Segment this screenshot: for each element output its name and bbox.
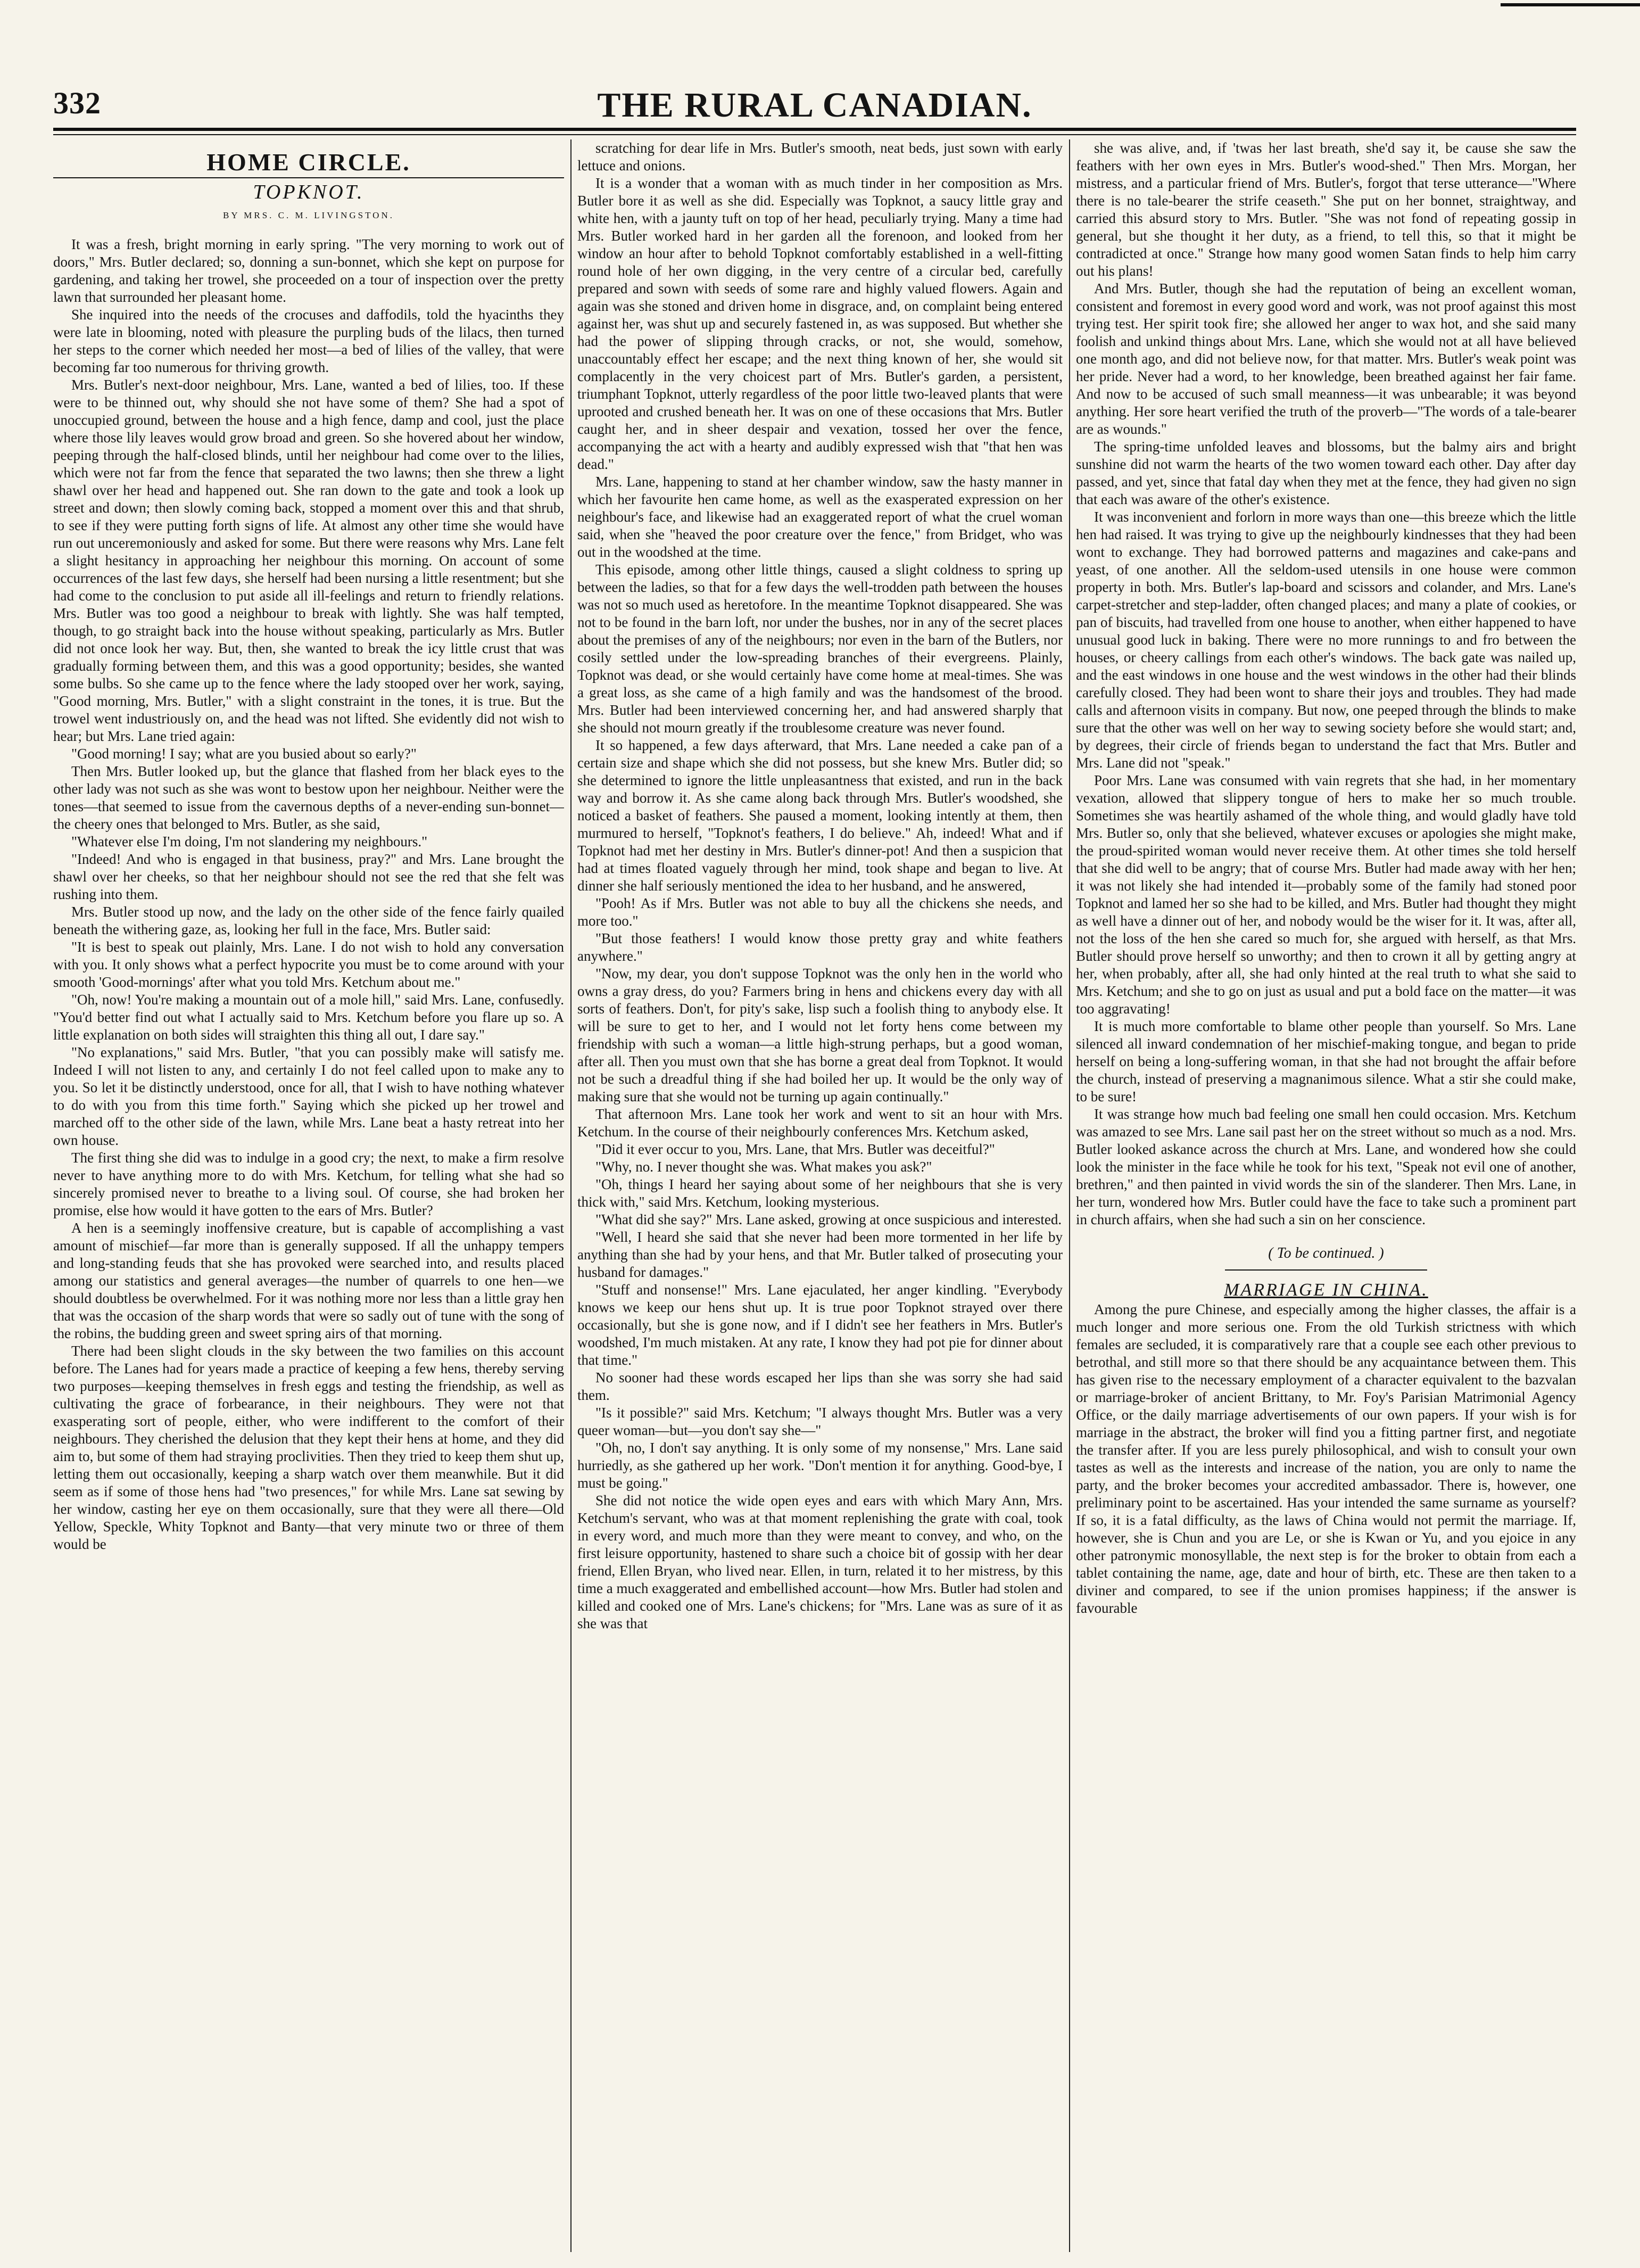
paragraph: "Did it ever occur to you, Mrs. Lane, that Mrs. Butler was deceitful?" (595, 1141, 995, 1157)
paragraph: "What did she say?" Mrs. Lane asked, growing at once suspicious and interested. (595, 1211, 1062, 1227)
to-be-continued-note: ( To be continued. ) (1268, 1245, 1384, 1261)
paragraph: "But those feathers! I would know those pretty gray and white feathers anywhere." (577, 930, 1063, 964)
paragraph: "Pooh! As if Mrs. Butler was not able to buy all the chickens she needs, and more too." (577, 895, 1063, 929)
paragraph: The spring-time unfolded leaves and blossoms, but the balmy airs and bright sunshine did not warm the hearts of the two women toward each other. Day after day passed, and yet, since that fatal day when they met at the fence, they had given no sign that each was aware of the other's existence. (1076, 439, 1576, 507)
paragraph: "Is it possible?" said Mrs. Ketchum; "I always thought Mrs. Butler was a very queer woman—but—you don't say she—" (577, 1405, 1063, 1438)
paragraph: she was alive, and, if 'twas her last breath, she'd say it, be cause she saw the feathers with her own eyes in Mrs. Butler's wood-shed." Then Mrs. Morgan, her mistress, and a particular friend of Mrs. Butler's, forgot that terse utterance—"Where there is no tale-bearer the strife ceaseth." She put on her bonnet, straightway, and carried this absurd story to Mrs. Butler. "She was not fond of repeating gossip in general, but she thought it her duty, as a friend, to tell this, so that it might be contradicted at once." Strange how many good women Satan finds to help him carry out his plans! (1076, 140, 1576, 279)
page-header (53, 85, 1576, 128)
story-title: TOPKNOT. (253, 181, 365, 203)
column-divider (570, 139, 571, 2252)
page-number: 332 (53, 86, 101, 120)
paragraph: That afternoon Mrs. Lane took her work and went to sit an hour with Mrs. Ketchum. In the course of their neighbourly conferences Mrs. Ketchum asked, (577, 1106, 1063, 1140)
paragraph: Then Mrs. Butler looked up, but the glance that flashed from her black eyes to the other lady was not such as she was wont to bestow upon her neighbour. Neither were the tones—that seemed to issue from the cavernous depths of a never-ending sun-bonnet—the cheery ones that belonged to Mrs. Butler, as she said, (53, 763, 564, 832)
paragraph: scratching for dear life in Mrs. Butler's smooth, neat beds, just sown with early lettuce and onions. (577, 140, 1063, 174)
paragraph: "It is best to speak out plainly, Mrs. Lane. I do not wish to hold any conversation with you. It only shows what a perfect hypocrite you must be to come around with your smooth 'Good-mornings' after what you told Mrs. Ketchum about me." (53, 939, 564, 990)
paragraph: It so happened, a few days afterward, that Mrs. Lane needed a cake pan of a certain size and shape which she did not possess, but she knew Mrs. Butler did; so she determined to ignore the little unpleasantness that existed, and run in the back way and borrow it. As she came along back through Mrs. Butler's woodshed, she noticed a basket of feathers. She paused a moment, looking intently at them, then murmured to herself, "Topknot's feathers, I do believe." Ah, indeed! What and if Topknot had met her destiny in Mrs. Butler's dinner-pot! And then a suspicion that had at times floated vaguely through her mind, took shape and began to live. At dinner she half seriously mentioned the idea to her husband, and he answered, (577, 737, 1063, 894)
column-3 (1076, 139, 1576, 2252)
paragraph: "Oh, things I heard her saying about some of her neighbours that she is very thick with," said Mrs. Ketchum, looking mysterious. (577, 1176, 1063, 1210)
paragraph: "Good morning! I say; what are you busied about so early?" (71, 746, 417, 762)
paragraph: Mrs. Butler stood up now, and the lady on the other side of the fence fairly quailed beneath the withering gaze, as, looking her full in the face, Mrs. Butler said: (53, 904, 564, 937)
paragraph: "Well, I heard she said that she never had been more tormented in her life by anything than she had by your hens, and that Mr. Butler talked of prosecuting your husband for damages." (577, 1229, 1063, 1280)
paragraph: Mrs. Butler's next-door neighbour, Mrs. Lane, wanted a bed of lilies, too. If these were to be thinned out, why should she not have some of them? She had a spot of unoccupied ground, between the house and a high fence, damp and cool, just the place where those lily leaves would grow broad and green. So she hovered about her window, peeping through the half-closed blinds, until her neighbour had come over to the lilies, which were not far from the fence that separated the two lawns; then she threw a light shawl over her head and happened out. She ran down to the gate and took a look up street and down; then slowly coming back, stopped a moment over this and that shrub, to see if they were putting forth signs of life. At almost any other time she would have run out unceremoniously and asked for some. But there were reasons why Mrs. Lane felt a slight hesitancy in approaching her neighbour this morning. On account of some occurrences of the last few days, she herself had been nursing a little resentment; but she had come to the conclusion to put aside all ill-feelings and return to friendly relations. Mrs. Butler was too good a neighbour to break with lightly. She was half tempted, though, to go straight back into the house without speaking, particularly as Mrs. Butler did not once look her way. But, then, she wanted to break the icy little crust that was gradually forming between them, and this was a good opportunity; besides, she wanted some bulbs. So she came up to the fence where the lady stooped over her work, saying, "Good morning, Mrs. Butler," with a slight constraint in the tones, it is true. But the trowel went industriously on, and the head was not lifted. She evidently did not wish to hear; but Mrs. Lane tried again: (53, 377, 564, 744)
article-body (1076, 1301, 1576, 1617)
paragraph: The first thing she did was to indulge in a good cry; the next, to make a firm resolve never to have anything more to do with Mrs. Ketchum, for telling what she had so sincerely promised never to breathe to a living soul. Of course, she had broken her promise, else how would it have gotten to the ears of Mrs. Butler? (53, 1150, 564, 1218)
paragraph: Mrs. Lane, happening to stand at her chamber window, saw the hasty manner in which her favourite hen came home, as well as the exasperated expression on her neighbour's face, and likewise had an exaggerated report of what the cruel woman said, when she "heaved the poor creature over the fence," from Bridget, who was out in the woodshed at the time. (577, 474, 1063, 560)
paragraph: No sooner had these words escaped her lips than she was sorry she had said them. (577, 1370, 1063, 1403)
column-2 (577, 139, 1063, 2252)
paragraph: There had been slight clouds in the sky between the two families on this account before. The Lanes had for years made a practice of keeping a few hens, thereby serving two purposes—keeping themselves in fresh eggs and testing the friendship, as well as cultivating the grace of forbearance, in their neighbours. They were not that exasperating sort of people, either, who were indifferent to the comfort of their neighbours. They cherished the delusion that they kept their hens at home, and they did aim to, but some of them had straying proclivities. Then they tried to keep them shut up, letting them out occasionally, keeping a sharp watch over them meanwhile. But it did seem as if some of those hens had "two presences," for while Mrs. Lane sat sewing by her window, casting her eye on them occasionally, sure that they were all there—Old Yellow, Speckle, Whity Topknot and Banty—that very minute two or three of them would be (53, 1343, 564, 1552)
header-rule-thick (53, 128, 1576, 131)
column-2-body (577, 139, 1063, 1632)
paragraph: It is a wonder that a woman with as much tinder in her composition as Mrs. Butler bore it as well as she did. Especially was Topknot, a saucy little gray and white hen, with a jaunty tuft on top of her head, peculiarly trying. Many a time had Mrs. Butler worked hard in her garden all the forenoon, and looked from her window an hour after to behold Topknot comfortably established in a well-fitting round hole of her own digging, in the very centre of a circular bed, carefully prepared and sown with seeds of some rare and highly valued flowers. Again and again was she stoned and driven home in disgrace, and, on complaint being entered against her, was shut up and securely fastened in, as was supposed. But whether she had the power of slipping through cracks, or not, she would, somehow, unaccountably effect her escape; and the next thing known of her, she would sit complacently in the very choicest part of Mrs. Butler's garden, a persistent, triumphant Topknot, utterly regardless of the poor little two-leaved plants that were uprooted and crushed beneath her. It was on one of these occasions that Mrs. Butler caught her, and in sheer despair and vexation, tossed her over the fence, accompanying the act with a hearty and audibly expressed wish that "that hen was dead." (577, 175, 1063, 472)
paragraph: "Whatever else I'm doing, I'm not slandering my neighbours." (71, 834, 428, 850)
top-edge-rule (1501, 3, 1640, 6)
column-divider (1069, 139, 1070, 2252)
paragraph: And Mrs. Butler, though she had the reputation of being an excellent woman, consistent and foremost in every good word and work, was not proof against this most trying test. Her spirit took fire; she allowed her anger to wax hot, and she said many foolish and unkind things about Mrs. Lane, which she would not at all have believed one month ago, and did not believe now, for that matter. Mrs. Butler's weak point was her pride. Never had a word, to her knowledge, been breathed against her fair fame. And now to be accused of such small meanness—it was unbearable; it was beyond anything. Her sore heart verified the truth of the proverb—"The words of a tale-bearer are as wounds." (1076, 281, 1576, 437)
paragraph: A hen is a seemingly inoffensive creature, but is capable of accomplishing a vast amount of mischief—far more than is generally supposed. If all the unhappy tempers and long-standing feuds that she has provoked were searched into, and results placed among our statistics and general averages—the number of quarrels to one hen—we should doubtless be overwhelmed. For it was nothing more nor less than a little gray hen that was the occasion of the sharp words that were so sadly out of tune with the song of the robins, the budding green and sweet spring airs of that morning. (53, 1220, 564, 1341)
paragraph: Among the pure Chinese, and especially among the higher classes, the affair is a much longer and more serious one. From the old Turkish strictness with which females are secluded, it is comparatively rare that a couple see each other previous to betrothal, and still more so that there should be any acquaintance between them. This has given rise to the necessary employment of a character equivalent to the bazvalan or marriage-broker of ancient Brittany, to Mr. Foy's Parisian Matrimonial Agency Office, or the daily marriage advertisements of our own papers. If your wish is for marriage in the abstract, the broker will find you a fitting partner first, and negotiate the transfer after. If you are less purely philosophical, and wish to consult your own tastes as well as the interests and increase of the nation, you are only to name the party, and the broker becomes your accredited ambassador. There is, however, one preliminary point to be ascertained. Has your intended the same surname as yourself? If so, it is a fatal difficulty, as the laws of China would not permit the marriage. If, however, she is Chun and you are Le, or she is Kwan or Yu, and you ejoice in any other patronymic monosyllable, the next step is for the broker to obtain from each a tablet containing the name, age, date and hour of birth, etc. These are then taken to a diviner and compared, to see if the union promises happiness; if the answer is favourable (1076, 1301, 1576, 1616)
column-3-body (1076, 139, 1576, 1228)
paragraph: She inquired into the needs of the crocuses and daffodils, told the hyacinths they were late in blooming, noted with pleasure the purpling buds of the lilacs, then turned her steps to the corner which needed her most—a bed of lilies of the valley, that were becoming far too numerous for thriving growth. (53, 307, 564, 375)
paragraph: "Now, my dear, you don't suppose Topknot was the only hen in the world who owns a gray dress, do you? Farmers bring in hens and chickens every day with all sorts of feathers. Don't, for pity's sake, lisp such a foolish thing to anybody else. It will be sure to get to her, and I would not let forty hens come between my friendship with such a woman—a little high-strung perhaps, but a good woman, after all. Then you must own that she has borne a great deal from Topknot. It would not be such a dreadful thing if she had boiled her up. It would be the only way of making sure that she would not be turning up again continually." (577, 966, 1063, 1104)
column-1 (53, 139, 564, 2252)
paragraph: It was inconvenient and forlorn in more ways than one—this breeze which the little hen had raised. It was trying to give up the neighbourly kindnesses that they had been wont to exchange. They had borrowed patterns and magazines and cake-pans and yeast, of one another. All the seldom-used utensils in one house were common property in both. Mrs. Butler's lap-board and scissors and colander, and Mrs. Lane's carpet-stretcher and step-ladder, often changed places; and many a plate of cookies, or pan of biscuits, had travelled from one house to another, when either happened to have unusual good luck in baking. There were no more runnings to and fro between the houses, or cheery callings from each other's windows. The back gate was nailed up, and the east windows in one house and the west windows in the other had their blinds carefully closed. They had been wont to share their joys and troubles. They had made calls and afternoon visits in company. But now, one peeped through the blinds to make sure that the other was well on her way to sewing society before she would start; and, by degrees, their circle of friends began to understand the fact that Mrs. Butler and Mrs. Lane did not "speak." (1076, 509, 1576, 771)
paragraph: It is much more comfortable to blame other people than yourself. So Mrs. Lane silenced all inward condemnation of her mischief-making tongue, and began to pride herself on being a long-suffering woman, in that she had not brought the affair before the church, instead of preserving a magnanimous silence. What a stir she could make, to be sure! (1076, 1018, 1576, 1104)
masthead-title: THE RURAL CANADIAN. (597, 86, 1032, 125)
header-rule-thin (53, 134, 1576, 135)
paragraph: "Oh, now! You're making a mountain out of a mole hill," said Mrs. Lane, confusedly. "You'd better find out what I actually said to Mrs. Ketchum before you flare up so. A little explanation on both sides will straighten this thing all out, I dare say." (53, 992, 564, 1043)
paragraph: Poor Mrs. Lane was consumed with vain regrets that she had, in her momentary vexation, allowed that slippery tongue of hers to make her so much trouble. Sometimes she was heartily ashamed of the whole thing, and would gladly have told Mrs. Butler so, only that she believed, whatever excuses or apologies she might make, the proud-spirited woman would never receive them. At other times she told herself that she did well to be angry; that of course Mrs. Butler had made away with her hen; it was not likely she had intended it—probably some of the family had stoned poor Topknot and lamed her so she had to be killed, and Mrs. Butler had thought they might as well have a dinner out of her, and nobody would be the wiser for it. It was, after all, not the loss of the hen she cared so much for, she argued with herself, as that Mrs. Butler should prove herself so unworthy; and then to crown it all by getting angry at her, when probably, after all, she had only hinted at the real truth to what she said to Mrs. Ketchum; and she to go on just as usual and put a bold face on the matter—it was too aggravating! (1076, 772, 1576, 1017)
paragraph: "Indeed! And who is engaged in that business, pray?" and Mrs. Lane brought the shawl over her cheeks, so that her neighbour should not see the red that she felt was rushing into them. (53, 851, 564, 902)
byline: BY MRS. C. M. LIVINGSTON. (223, 210, 394, 220)
paragraph: "Stuff and nonsense!" Mrs. Lane ejaculated, her anger kindling. "Everybody knows we keep our hens shut up. It is true poor Topknot strayed over there occasionally, but she is gone now, and if I didn't see her feathers in Mrs. Butler's woodshed, I'm much mistaken. At any rate, I know they had pot pie for dinner about that time." (577, 1282, 1063, 1368)
section-title: HOME CIRCLE. (53, 153, 564, 178)
paragraph: "Why, no. I never thought she was. What makes you ask?" (595, 1159, 932, 1175)
paragraph: She did not notice the wide open eyes and ears with which Mary Ann, Mrs. Ketchum's servant, who was at that moment replenishing the grate with coal, took in every word, and much more than they were meant to convey, and who, on the first leisure opportunity, hastened to share such a choice bit of gossip with her dear friend, Ellen Bryan, who lived near. Ellen, in turn, related it to her mistress, by this time a much exaggerated and embellished account—how Mrs. Butler had stolen and killed and cooked one of Mrs. Lane's chickens; for "Mrs. Lane was as sure of it as she was that (577, 1492, 1063, 1631)
article-separator-rule (1225, 1269, 1427, 1271)
paragraph: "No explanations," said Mrs. Butler, "that you can possibly make will satisfy me. Indeed I will not listen to any, and certainly I do not feel called upon to make any to you. So let it be distinctly understood, once for all, that I wish to have nothing whatever to do with you from this time forth." Saying which she picked up her trowel and marched off to the other side of the lawn, while Mrs. Lane beat a hasty retreat into her own house. (53, 1044, 564, 1148)
column-1-body (53, 236, 564, 1553)
paragraph: It was strange how much bad feeling one small hen could occasion. Mrs. Ketchum was amazed to see Mrs. Lane sail past her on the street without so much as a nod. Mrs. Butler looked askance across the church at Mrs. Lane, and wondered how she could look the minister in the face while he took for his text, "Speak not evil one of another, brethren," and then painted in vivid words the sin of the slanderer. Then Mrs. Lane, in her turn, wondered how Mrs. Butler could have the face to take such a prominent part in church affairs, when she had such a sin on her conscience. (1076, 1106, 1576, 1227)
paragraph: "Oh, no, I don't say anything. It is only some of my nonsense," Mrs. Lane said hurriedly, as she gathered up her work. "Don't mention it for anything. Good-bye, I must be going." (577, 1440, 1063, 1491)
article-title: MARRIAGE IN CHINA. (1224, 1280, 1428, 1300)
paragraph: This episode, among other little things, caused a slight coldness to spring up between the ladies, so that for a few days the well-trodden path between the houses was not so much used as heretofore. In the meantime Topknot disappeared. She was not to be found in the barn loft, nor under the bushes, nor in any of the secret places about the premises of any of the neighbours; nor even in the barn of the Butlers, nor cosily settled under the low-spreading branches of their evergreens. Plainly, Topknot was dead, or she would certainly have come home at meal-times. She was a great loss, as she came of a high family and was the handsomest of the brood. Mrs. Butler had been interviewed concerning her, and had answered sharply that she should not mourn greatly if the troublesome creature was never found. (577, 562, 1063, 736)
paragraph: It was a fresh, bright morning in early spring. "The very morning to work out of doors," Mrs. Butler declared; so, donning a sun-bonnet, which she kept on purpose for gardening, and taking her trowel, she proceeded on a tour of inspection over the pretty lawn that surrounded her pleasant home. (53, 236, 564, 305)
